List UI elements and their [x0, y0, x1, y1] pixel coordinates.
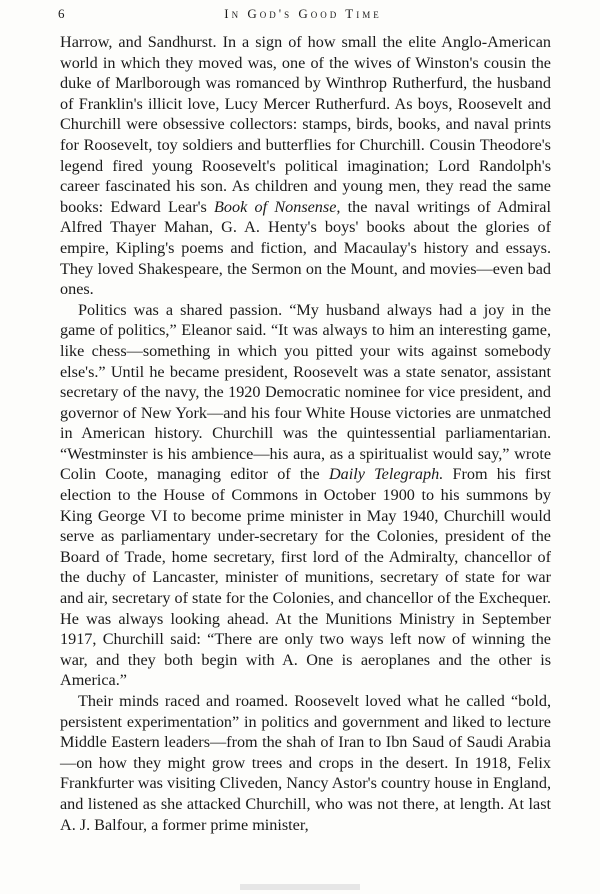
page-number: 6 [58, 6, 65, 21]
running-head [58, 2, 548, 26]
paragraph-2 [60, 300, 551, 691]
footer-scan-mark [240, 884, 360, 890]
running-title: In God's Good Time [224, 6, 382, 21]
newspaper-title-italic: Daily Telegraph. [328, 465, 444, 484]
paragraph-3 [60, 691, 551, 835]
text-segment: the naval writings of Admiral Alfred Thayer Mahan, G. A. Henty's boys' books about the glories of empire, Kipling's poems and fiction, and Macaulay's history and essays. They loved Shakespeare, the Sermon on the Mount, and movies—even bad ones. [60, 197, 551, 299]
paragraph-1 [60, 32, 551, 300]
text-segment: From his first election to the House of Commons in October 1900 to his summons by King George VI to become prime minister in May 1940, Churchill would serve as parliamentary under-secretary for the Colonies, president of the Board of Trade, home secretary, first lord of the Admiralty, chancellor of the duchy of Lancaster, minister of munitions, secretary of state for war and air, secretary of state for the Colonies, and chancellor of the Exchequer. He was always looking ahead. At the Munitions Ministry in September 1917, Churchill said: “There are only two ways left now of winning the war, and they both begin with A. One is aeroplanes and the other is America.” [60, 465, 552, 690]
text-segment: Politics was a shared passion. “My husband always had a joy in the game of politics,” Eleanor said. “It was always to him an interesting game, like chess—something in which you pitted your wits against somebody else's.” Until he became president, Roosevelt was a state senator, assistant secretary of the navy, the 1920 Democratic nominee for vice president, and governor of New York—and his four White House victories are unmatched in American history. Churchill was the quintessential parliamentarian. “Westminster is his ambience—his aura, as a spiritualist would say,” wrote Colin Coote, managing editor of the [60, 300, 551, 484]
book-title-italic: Book of Nonsense, [214, 197, 341, 216]
text-segment: Harrow, and Sandhurst. In a sign of how small the elite Anglo-American world in which they moved was, one of the wives of Winston's cousin the duke of Marlborough was romanced by Winthrop Rutherfurd, the husband of Franklin's illicit love, Lucy Mercer Rutherfurd. As boys, Roosevelt and Churchill were obsessive collectors: stamps, birds, books, and naval prints for Roosevelt, toy soldiers and butterflies for Churchill. Cousin Theodore's legend fired young Roosevelt's political imagination; Lord Randolph's career fascinated his son. As children and young men, they read the same books: Edward Lear's [60, 33, 551, 216]
body-text [60, 32, 551, 835]
text-segment: Their minds raced and roamed. Roosevelt loved what he called “bold, persistent experimentation” in politics and government and liked to lecture Middle Eastern leaders—from the shah of Iran to Ibn Saud of Saudi Arabia—on how they might grow trees and crops in the desert. In 1918, Felix Frankfurter was visiting Cliveden, Nancy Astor's country house in England, and listened as she attacked Churchill, who was not there, at length. At last A. J. Balfour, a former prime minister, [60, 692, 551, 834]
